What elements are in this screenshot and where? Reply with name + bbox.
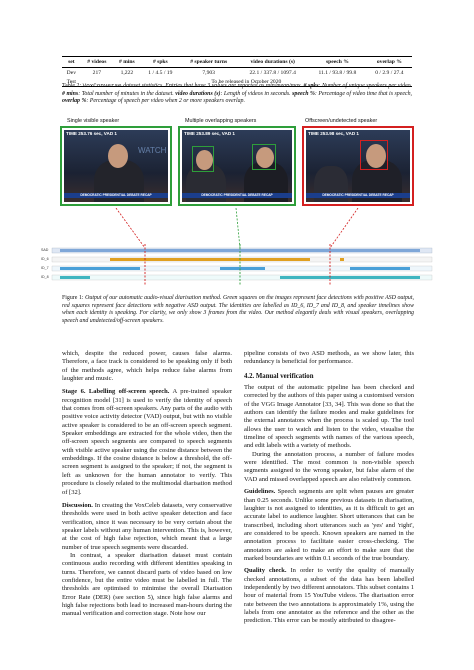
id6-segment [110,258,310,261]
track-label-sad: SAD [41,248,49,252]
table-header: # mins [113,57,141,68]
frame-time-text: TIME 253.89 sec, VAD 1 [184,131,235,136]
news-ticker: DEMOCRATIC PRESIDENTIAL DEBATE RECAP [64,193,168,198]
connector-line [116,208,145,248]
video-frame-3 [302,126,414,206]
paragraph: Guidelines. Speech segments are split when pauses are greater than 0.25 seconds. Unlike some previous datasets in diarisation, laughter is not assigned to identities, as it is difficult to get an accurate label to audience laughter. Short utterances that can be transcribed, including short utterances such as 'yes' and 'right', are considered to be speech. Known speakers are named in the annotation process to facilitate easier cross-checking. The annotators are asked to make an effort to make sure that the marked boundaries are within 0.1 seconds of the true boundary. [244,488,414,562]
connector-line [330,208,358,248]
video-frame-1 [60,126,172,206]
id6-segment [340,258,344,261]
table-row [62,68,412,78]
paragraph: In contrast, a speaker diarisation dataset must contain continuous audio recording with different identities speaking in turns. Therefore, we cannot discard parts of video based on low confidence, but the entire video must be labelled in full. The thresholds are optimised to minimise the overall Diarisation Error Rate (DER) (see section 5), since high false alarms and high false rejections both lead to increased man-hours during the manual verification and correction stage. Note how our [62,551,232,618]
table-header: # videos [81,57,113,68]
table-cell: Dev [66,69,76,76]
id7-segment [350,267,410,270]
watch-text: WATCH [138,146,167,155]
paragraph: pipeline consists of two ASD methods, as we show later, this redundancy is beneficial for performance. [244,350,414,366]
table-caption: Table 2: VoxConverse dataset statistics. Entries that have 3 values are reported as min/mean/max. # spks: Number of unique speakers per video. # mins: Total number of minutes in the dataset. video durations (s): Length of videos in seconds. speech %: Percentage of video time that is speech, overlap %: Percentage of speech per video when 2 or more speakers overlap. [62,82,413,105]
frame-time-text: TIME 253.76 sec, VAD 1 [66,131,117,136]
speaker-timeline [40,208,440,290]
id8-segment [60,276,90,279]
table-header: video durations (s) [237,57,308,68]
news-ticker: DEMOCRATIC PRESIDENTIAL DEBATE RECAP [182,193,292,198]
table-cell: 1 / 4.5 / 19 [148,69,173,76]
id7-segment [60,267,140,270]
id8-segment [280,276,420,279]
table-header: # spks [141,57,180,68]
news-ticker: DEMOCRATIC PRESIDENTIAL DEBATE RECAP [306,193,410,198]
figure-caption: Figure 1: Output of our automatic audio-visual diarisation method. Green squares on the images represent face detections with positive ASD output, red squares represent face detections with negative ASD output. The identities are labelled as ID_6, ID_7 and ID_8, and speaker timelines show when each identity is speaking. For clarity, we only show 3 frames from the video. Our method elegantly deals with visual speakers, overlapping speech and undetected/off-screen speakers. [62,295,414,324]
table-header: speech % [308,57,367,68]
panel-label-offscreen: Offscreen/undetected speaker [305,118,378,124]
table-cell: 0 / 2.9 / 27.4 [375,69,404,76]
frame-time-text: TIME 253.98 sec, VAD 1 [308,131,359,136]
face-box-green [192,146,214,172]
table-cell: Test [62,77,81,87]
paragraph: The output of the automatic pipeline has been checked and corrected by the authors of this paper using a customised version of the VGG Image Annotator [33, 34]. This was done so that the authors can identify the failure modes and make guidelines for the external annotators when the process is scaled up. The tool allows the user to watch and listen to the video, visualise the timeline of speech segments with names of the various speech, and edit labels with a variety of methods. [244,384,414,450]
frame-scene [306,130,410,202]
panel-label-single: Single visible speaker [67,118,120,124]
paragraph: which, despite the reduced power, causes false alarms. Therefore, a face track is considered to be speaking only if both of the methods agree, which helps reduce false alarms from laughter and music. [62,350,232,383]
table-header: overlap % [367,57,412,68]
paragraph: Stage 6. Labelling off-screen speech. A pre-trained speaker recognition model [31] is used to verify the identity of speech that comes from off-screen speakers. Any parts of the audio with positive voice activity detector (VAD) output, but with no visible active speaker is considered to be an off-screen speech segment. Speaker embeddings are extracted for the whole video, then the off-screen speech segments are compared to speech segments with visible active speaker using the cosine distance between the embeddings. If the cosine distance is below a threshold, the off-screen segment is assigned to the speaker; if not, the segment is left as unknown for the human annotator to verify. This procedure is closely related to the multimodal diarisation method of [32]. [62,388,232,496]
table-header: # speaker turns [180,57,237,68]
paragraph: During the annotation process, a number of failure modes were identified. The most common is non-visible speech segments assigned to the wrong speaker, but false alarm of the VAD and missed overlapped speech are also relatively common. [244,450,414,483]
paragraph: Quality check. In order to verify the quality of manually checked annotations, a subset of the data has been labelled independently by two different annotators. This subset contains 1 hour of material from 15 YouTube videos. The diarisation error rate between the two annotations is approximately 1%, using the labels from one annotator as the reference and the other as the prediction. This error can be mostly attributed to disagree- [244,567,414,625]
video-frame-2 [178,126,296,206]
track-label-id6: ID_6 [41,257,49,261]
table-cell: 22.1 / 337.8 / 1097.4 [249,69,296,76]
frame-scene [64,130,168,202]
table-cell: To be released in October 2020 [81,77,412,87]
table-header-row [62,57,412,68]
paragraph: Discussion. In creating the VoxCeleb datasets, very conservative thresholds were used in both active speaker detection and face verification, since it was necessary to be very certain about the speaker labels without any human intervention. This is, however, at the cost of high false rejection, which meant that a large number of true speech segments were discarded. [62,501,232,551]
track-label-id8: ID_8 [41,275,49,279]
table-cell: 217 [92,69,102,76]
face-box-green [252,144,276,170]
section-heading: 4.2. Manual verification [244,372,314,380]
table-cell: 7,903 [202,69,215,76]
table-cell: 1,222 [120,69,134,76]
table-header: set [62,57,81,68]
panel-label-multiple: Multiple overlapping speakers [185,118,257,124]
left-column [62,350,232,619]
connector-line [236,208,240,248]
speaker-face [108,144,128,168]
id7-segment [220,267,265,270]
table-cell: 11.1 / 93.8 / 99.8 [318,69,357,76]
right-column [244,350,414,626]
track-label-id7: ID_7 [41,266,49,270]
face-box-red [360,140,388,170]
